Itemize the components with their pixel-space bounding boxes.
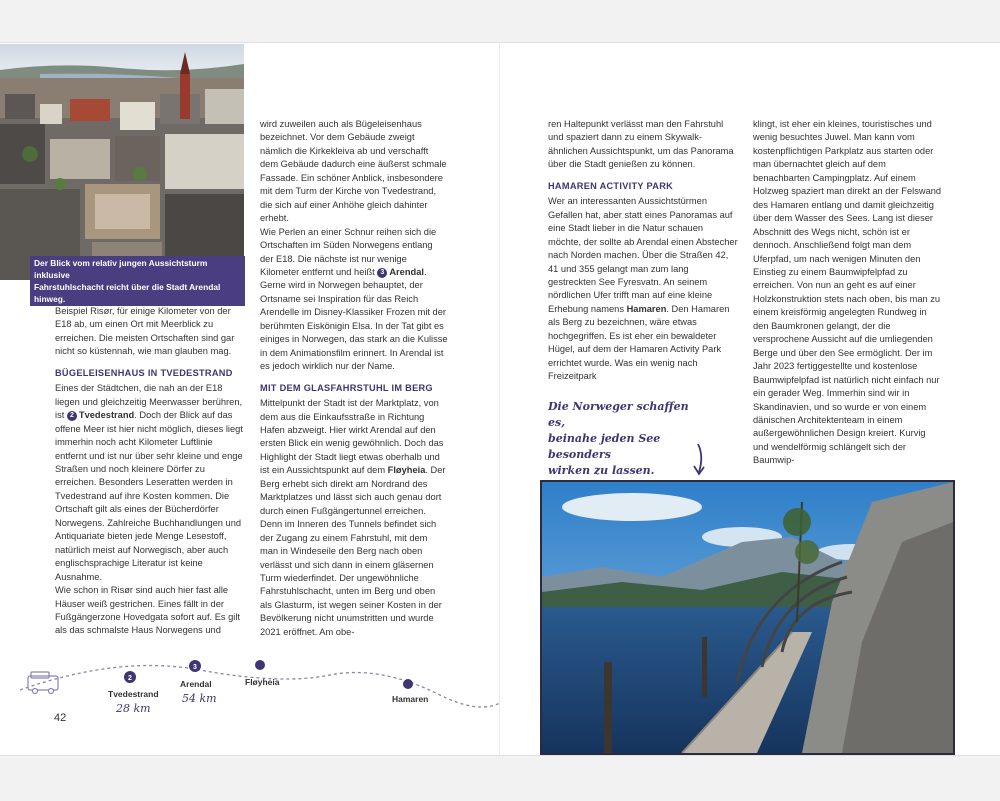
route-label: Hamaren: [392, 694, 429, 704]
place-name: Arendal: [389, 266, 424, 277]
section-heading: BÜGELEISENHAUS IN TVEDESTRAND: [55, 367, 233, 378]
section-heading: MIT DEM GLASFAHRSTUHL IM BERG: [260, 382, 433, 393]
poi-marker: 3: [377, 268, 387, 278]
paragraph: Beispiel Risør, für einige Kilometer von der E18 ab, um einen Ort mit Meerblick zu erreichen. Die meisten Ortschaften sind gar nicht so küstennah, wie man glauben mag.: [55, 306, 235, 357]
handwritten-quote: [548, 399, 698, 479]
bottom-margin: [0, 755, 1000, 801]
section-heading: HAMAREN ACTIVITY PARK: [548, 180, 674, 191]
left-column-1: [55, 305, 245, 638]
route-stop-number: 2: [128, 675, 132, 682]
caption-line-2: Fahrstuhlschacht reicht über die Stadt Arendal hinweg.: [34, 282, 221, 304]
page-number: 42: [54, 712, 67, 724]
right-column-1: [548, 118, 738, 384]
paragraph: Wie schon in Risør sind auch hier fast alle Häuser weiß gestrichen. Eines fällt in der Fußgängerzone Hovedgata sofort auf. Es gilt als das schmalste Haus Norwegens und: [55, 585, 241, 636]
arendal-city-photo: [0, 44, 244, 280]
paragraph: klingt, ist eher ein kleines, touristisches und wenig besuchtes Juwel. Man kann vom kostenpflichtigen Parkplatz aus starten oder man übernachtet gleich auf dem benachbarten Campingplatz. Auf einem Holzweg spaziert man direkt an der Felswand des Hamaren entlang und damit gleichzeitig über dem Wasser des Sees. Lang ist dieser Abschnitt des Wegs nicht, schön ist er dennoch. Anschließend folgt man dem Uferpfad, um nach wenigen Minuten den Einstieg zu einem Baumwipfelpfad zu erreichen. Von nun an geht es auf einer Holzkonstruktion stets nach oben, bis man zu einem kreisförmig angelegten Rundweg in den Baumkronen gelangt, der die versprochene Aussicht auf die umliegenden Berge und über den See ermöglicht. Der im Jahr 2023 fertiggestellte und kostenlose Baumwipfelpfad ist natürlich nicht einfach nur ein gerader Weg. Immerhin sind wir in Skandinavien, und so wurde er von einem dänischen Architektenteam in einem außergewöhnlichen Design kreiert. Kurvig und wendelförmig schlängelt sich der Baumwip-: [753, 119, 942, 466]
place-name: Hamaren: [626, 303, 667, 314]
route-stop-hamaren: [403, 679, 413, 689]
hamaren-lake-photo: [540, 480, 955, 755]
left-column-2: [260, 118, 448, 639]
paragraph: Wer an interessanten Aussichtstürmen Gefallen hat, aber statt eines Panoramas auf eine Stadt lieber in die Natur schauen möchte, der sollte ab Arendal einen Abstecher nach Norden machen. Über die Straßen 42, 41 und 355 gelangt man zum lang gestreckten See Fyresvatn. An seinem nördlichen Ufer trifft man auf eine kleine Erhebung namens Hamaren. Den Hamaren als Berg zu bezeichnen, wäre etwas hochgegriffen. Es ist eher ein bewaldeter Hügel, auf dem der Hamaren Activity Park errichtet wurde. Was ein wenig nach Freizeitpark: [548, 196, 738, 382]
photo-caption: [30, 256, 245, 306]
route-stop-number: 3: [193, 664, 197, 671]
route-label: Arendal: [180, 679, 212, 689]
quote-line-2: beinahe jeden See besonders: [548, 432, 661, 461]
paragraph: wird zuweilen auch als Bügeleisenhaus bezeichnet. Vor dem Gebäude zweigt nämlich die Kirkekleiva ab und verschafft dem Gebäude dadurch eine äußerst schmale Fassade. Ein schöner Anblick, insbesondere mit dem Turm der Kirche von Tvedestrand, die sich auf einer Anhöhe gleich dahinter erhebt.: [260, 119, 447, 224]
quote-line-1: Die Norweger schaffen es,: [548, 400, 689, 429]
poi-marker: 2: [67, 411, 77, 421]
paragraph: ren Haltepunkt verlässt man den Fahrstuhl und spaziert dann zu einem Skywalk-ähnlichen Aussichtspunkt, um das Panorama über die Stadt genießen zu können.: [548, 119, 734, 170]
top-margin: [0, 0, 1000, 43]
caption-line-1: Der Blick vom relativ jungen Aussichtsturm inklusive: [34, 258, 208, 280]
paragraph: Wie Perlen an einer Schnur reihen sich die Ortschaften im Süden Norwegens entlang der E18. Die nächste ist nur wenige Kilometer entfernt und heißt 3 Arendal. Gerne wird in Norwegen behauptet, der Ortsname sei Inspiration für das Reich Arendelle im Disney-Klassiker Frozen mit der berühmten Eiskönigin Elsa. In der Tat gibt es einiges in Norwegen, das stark an die Kulisse in dem Animationsfilm erinnert. In Arendal ist es jedoch wirklich nur der Name.: [260, 226, 448, 372]
place-name: Fløyheia: [387, 465, 426, 476]
place-name: Tvedestrand: [78, 410, 135, 421]
paragraph: Mittelpunkt der Stadt ist der Marktplatz, von dem aus die Einkaufsstraße in Richtung Hafen abzweigt. Hier wirkt Arendal auf den ersten Blick ein wenig gewöhnlich. Doch das Highlight der Stadt liegt etwas oberhalb und ist ein Aussichtspunkt auf dem Fløyheia. Der Berg erhebt sich direkt am Nordrand des Marktplatzes und lässt sich auch genau dort durch einen Fußgängertunnel erreichen. Denn im Inneren des Tunnels befindet sich der Zugang zu einem Fahrstuhl, mit dem man in Windeseile den Berg nach oben verlässt und sich dann in einem gläsernen Turm wiederfindet. Der ungewöhnliche Fahrstuhlschacht, unten im Berg und oben als Glasturm, ist wegen seiner Kosten in der Bevölkerung nicht unumstritten und wurde 2021 eröffnet. Am obe-: [260, 398, 446, 637]
right-column-2: [753, 118, 943, 468]
route-label: Tvedestrand: [108, 689, 159, 699]
quote-line-3: wirken zu lassen.: [548, 464, 655, 477]
route-label: Fløyheia: [245, 677, 280, 687]
route-stop-floyheia: [255, 660, 265, 670]
paragraph: Eines der Städtchen, die nah an der E18 liegen und gleichzeitig Meerwasser berühren, ist 2 Tvedestrand. Doch der Blick auf das offene Meer ist hier nicht möglich, dieses liegt immerhin noch acht Kilometer Luftlinie entfernt und ist nur über sehr kleine und enge Straßen und noch kleinere Dörfer zu erreichen. Besonders Leseratten werden in Tvedestrand auf ihre Kosten kommen. Die Ortschaft gilt als eines der Bücherdörfer Norwegens. Zahlreiche Buchhandlungen und Antiquariate bieten jede Menge Lesestoff, natürlich meist auf Norwegisch, aber auch englischsprachige Literatur ist keine Ausnahme.: [55, 383, 243, 582]
route-distance: 28 km: [116, 702, 151, 715]
route-distance: 54 km: [182, 692, 217, 705]
arrow-down-icon: [690, 442, 710, 478]
